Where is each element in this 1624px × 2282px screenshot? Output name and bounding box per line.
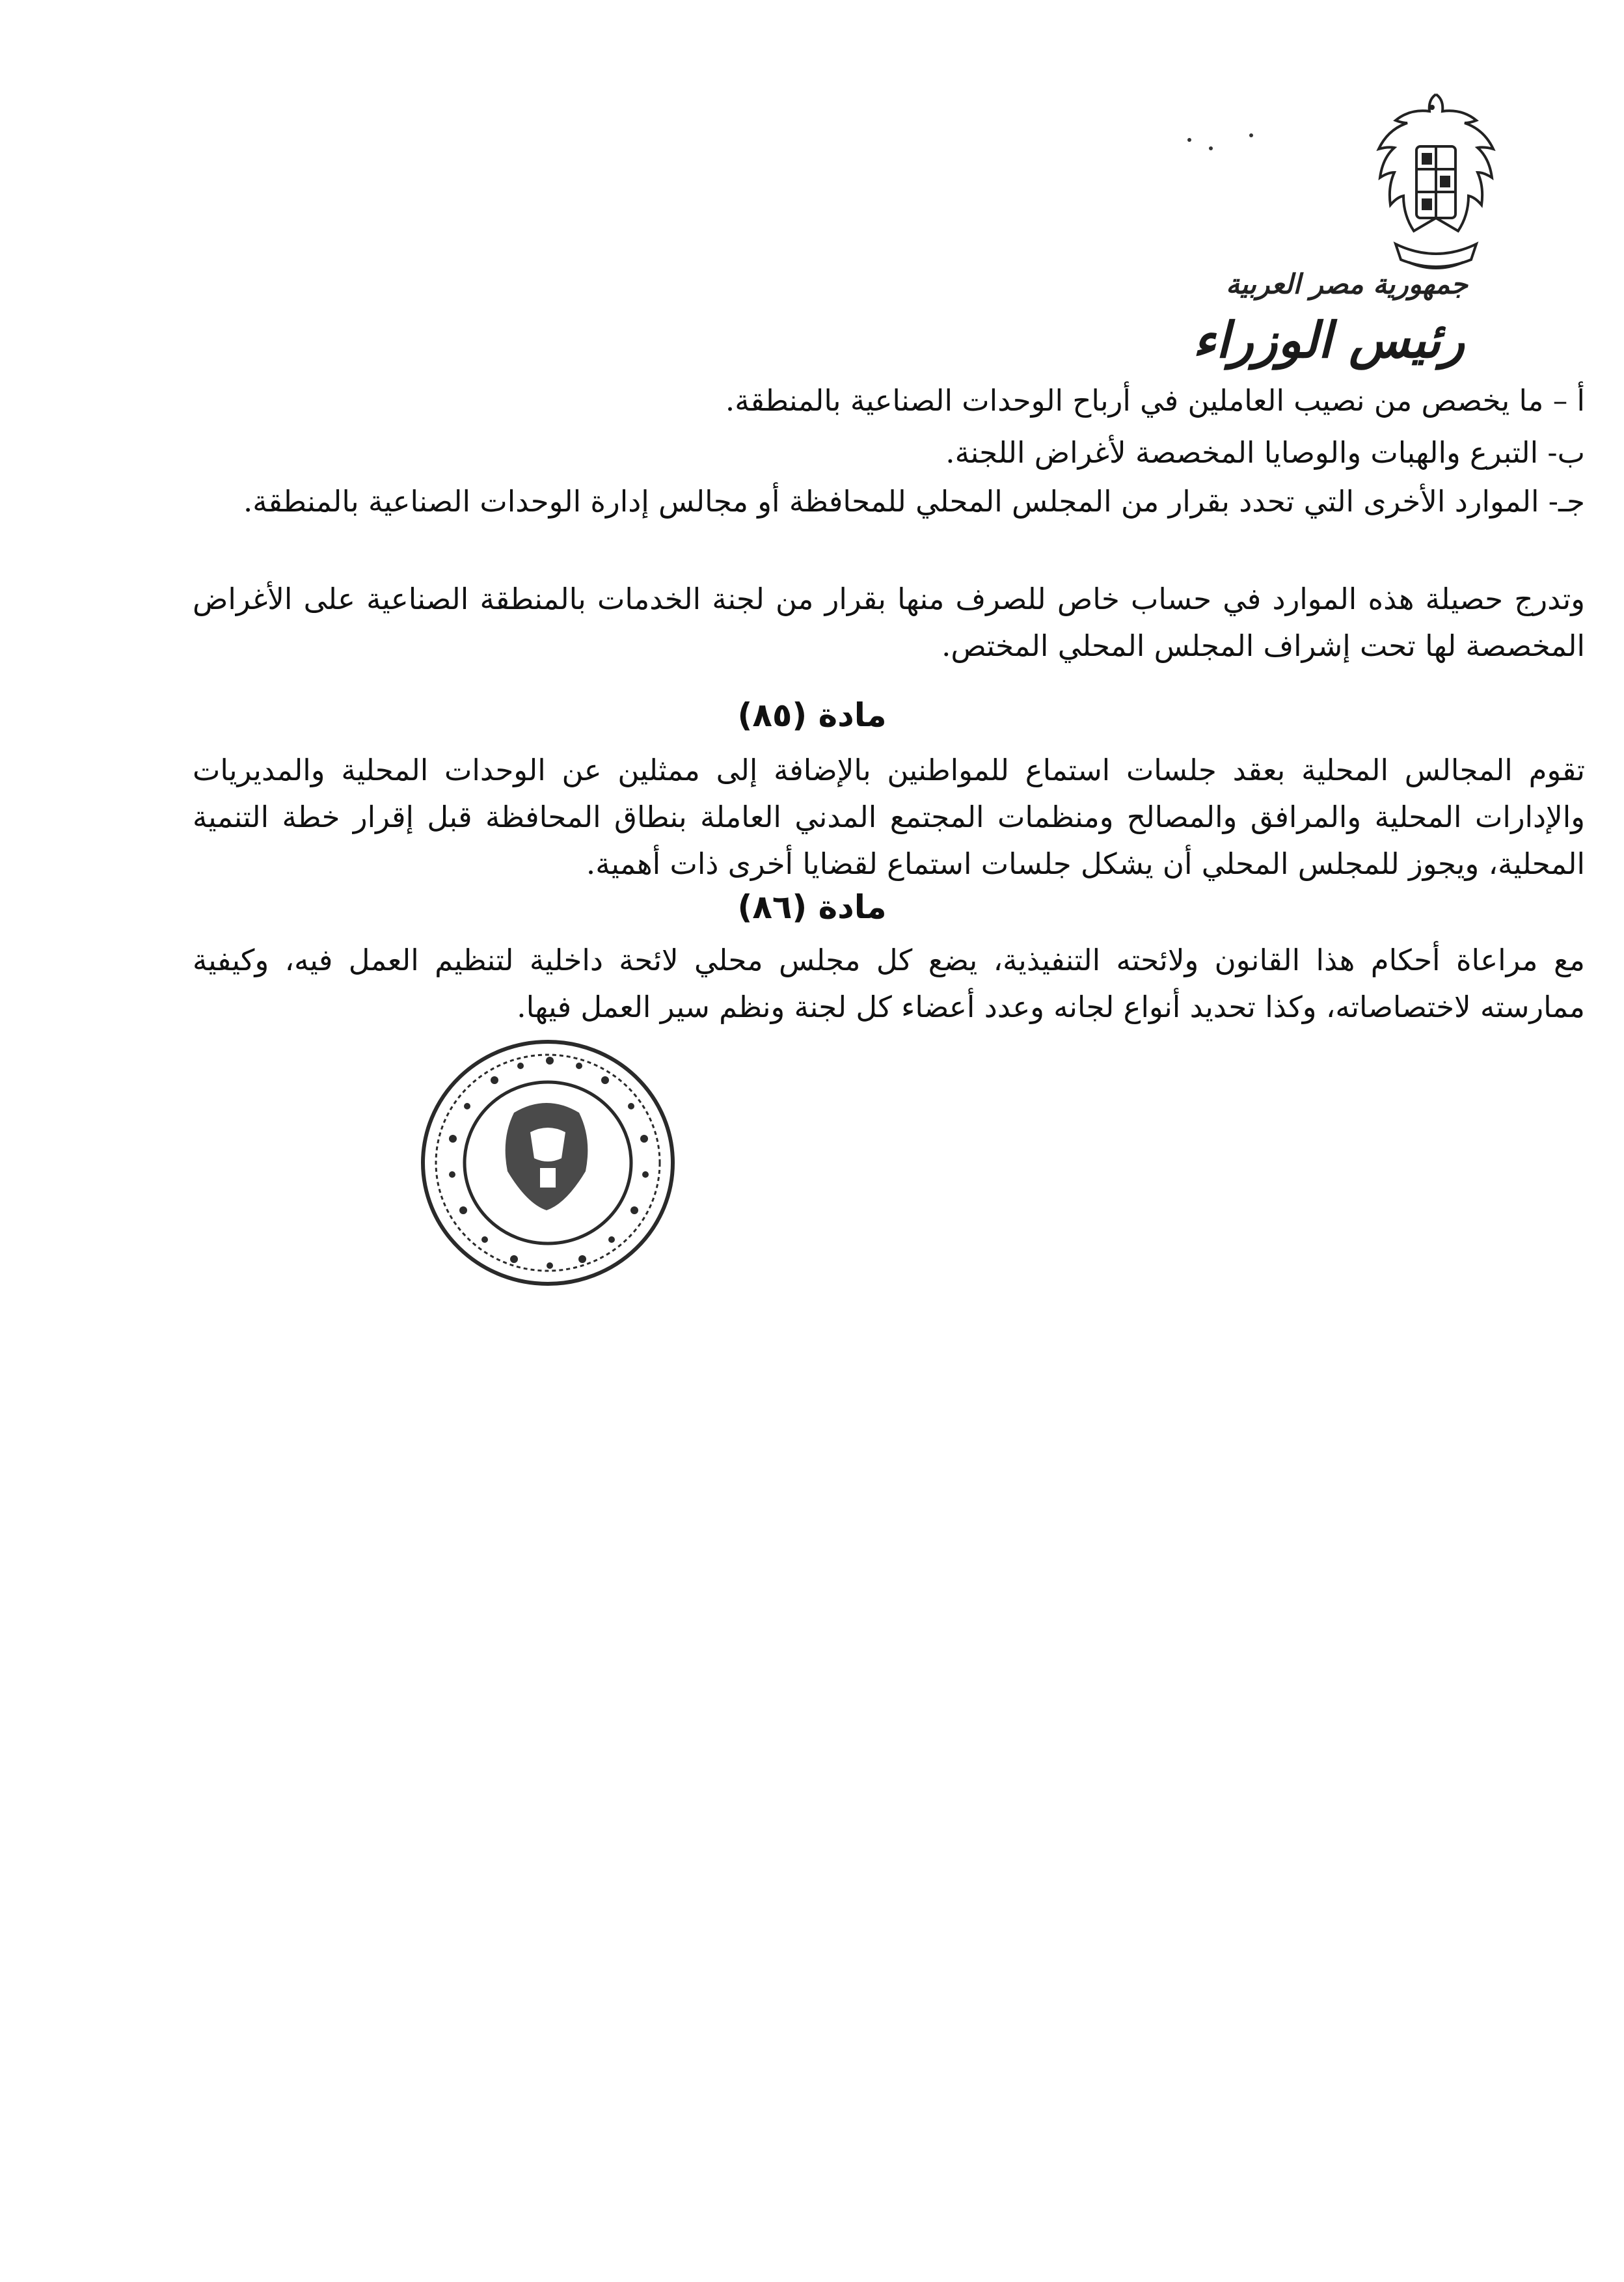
scan-speck: [1187, 138, 1191, 142]
article-86-title: مادة (٨٦): [737, 888, 887, 926]
closing-paragraph-text: وتدرج حصيلة هذه الموارد في حساب خاص للصرف منها بقرار من لجنة الخدمات بالمنطقة الصناعية على الأغراض المخصصة لها تحت إشراف المجلس المحلي المختص.: [193, 582, 1585, 663]
scan-speck: [1209, 146, 1213, 150]
item-c-label: جـ-: [1548, 484, 1585, 519]
closing-paragraph: [193, 576, 1585, 670]
eagle-emblem-icon: [1370, 88, 1503, 283]
item-b: [193, 429, 1585, 476]
article-85-title: مادة (٨٥): [737, 696, 887, 734]
item-c-text: الموارد الأخرى التي تحدد بقرار من المجلس المحلي للمحافظة أو مجالس إدارة الوحدات الصناعية بالمنطقة.: [243, 484, 1539, 519]
article-85-body: [193, 747, 1585, 888]
office-title: رئيس الوزراء: [1193, 311, 1465, 369]
scan-speck: [1249, 133, 1253, 137]
item-a: [193, 377, 1585, 424]
item-a-text: ما يخصص من نصيب العاملين في أرباح الوحدات الصناعية بالمنطقة.: [725, 383, 1544, 418]
item-c: [193, 478, 1585, 525]
article-86-body: [193, 937, 1585, 1031]
item-b-label: ب-: [1547, 435, 1585, 470]
article-86-text: مع مراعاة أحكام هذا القانون ولائحته التنفيذية، يضع كل مجلس محلي لائحة داخلية لتنظيم العمل فيه، وكيفية ممارسته لاختصاصاته، وكذا تحديد أنواع لجانه وعدد أعضاء كل لجنة ونظم سير العمل فيها.: [193, 943, 1585, 1024]
item-a-label: أ –: [1552, 383, 1585, 418]
official-seal-stamp-icon: [416, 1035, 680, 1292]
item-b-text: التبرع والهبات والوصايا المخصصة لأغراض اللجنة.: [945, 435, 1539, 470]
article-85-text: تقوم المجالس المحلية بعقد جلسات استماع للمواطنين بالإضافة إلى ممثلين عن الوحدات المحلية والمديريات والإدارات المحلية والمرافق والمصالح ومنظمات المجتمع المدني العاملة بنطاق المحافظة قبل إقرار خطة التنمية المحلية، ويجوز للمجلس المحلي أن يشكل جلسات استماع لقضايا أخرى ذات أهمية.: [193, 753, 1585, 881]
government-name: جمهورية مصر العربية: [1226, 268, 1468, 300]
